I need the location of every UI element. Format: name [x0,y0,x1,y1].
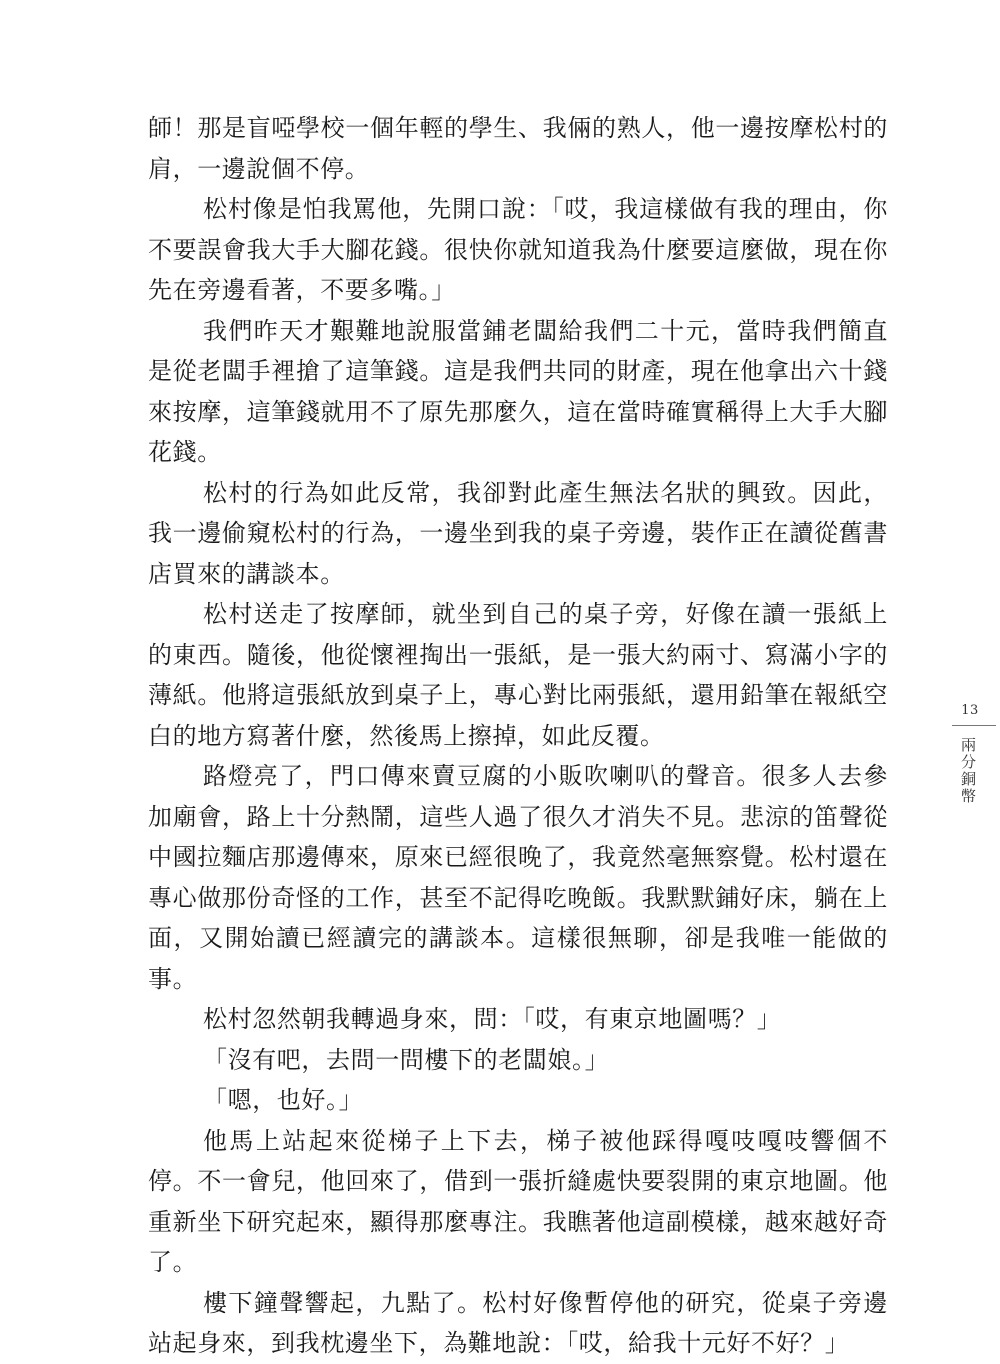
folio [955,703,985,719]
paragraph: 我們昨天才艱難地說服當鋪老闆給我們二十元，當時我們簡直是從老闆手裡搶了這筆錢。這是我們共同的財產，現在他拿出六十錢來按摩，這筆錢就用不了原先那麼久，這在當時確實稱得上大手大腳花錢。 [148,316,888,466]
paragraph: 路燈亮了，門口傳來賣豆腐的小販吹喇叭的聲音。很多人去參加廟會，路上十分熱鬧，這些人過了很久才消失不見。悲涼的笛聲從中國拉麵店那邊傳來，原來已經很晚了，我竟然毫無察覺。松村還在專心做那份奇怪的工作，甚至不記得吃晚飯。我默默鋪好床，躺在上面，又開始讀已經讀完的講談本。這樣很無聊，卻是我唯一能做的事。 [148,762,888,993]
paragraph: 松村的行為如此反常，我卻對此產生無法名狀的興致。因此，我一邊偷窺松村的行為，一邊坐到我的桌子旁邊，裝作正在讀從舊書店買來的講談本。 [148,478,888,588]
paragraph: 「嗯，也好。」 [203,1086,364,1114]
folio-divider [952,725,996,726]
paragraph: 松村忽然朝我轉過身來，問：「哎，有東京地圖嗎？」 [203,1005,782,1033]
running-title: 兩分銅幣 [959,737,977,805]
paragraph: 「沒有吧，去問一問樓下的老闆娘。」 [203,1045,610,1074]
paragraph: 松村像是怕我罵他，先開口說：「哎，我這樣做有我的理由，你不要誤會我大手大腳花錢。很快你就知道我為什麼要這麼做，現在你先在旁邊看著，不要多嘴。」 [148,195,888,304]
page-number: 13 [961,703,979,718]
body-text [148,108,888,1364]
paragraph: 松村送走了按摩師，就坐到自己的桌子旁，好像在讀一張紙上的東西。隨後，他從懷裡掏出一張紙，是一張大約兩寸、寫滿小字的薄紙。他將這張紙放到桌子上，專心對比兩張紙，還用鉛筆在報紙空白的地方寫著什麼，然後馬上擦掉，如此反覆。 [148,600,888,750]
paragraph: 他馬上站起來從梯子上下去，梯子被他踩得嘎吱嘎吱響個不停。不一會兒，他回來了，借到一張折縫處快要裂開的東京地圖。他重新坐下研究起來，顯得那麼專注。我瞧著他這副模樣，越來越好奇了。 [148,1126,888,1276]
paragraph: 師！那是盲啞學校一個年輕的學生、我倆的熟人，他一邊按摩松村的肩，一邊說個不停。 [148,114,888,183]
paragraph: 樓下鐘聲響起，九點了。松村好像暫停他的研究，從桌子旁邊站起身來，到我枕邊坐下，為難地說：「哎，給我十元好不好？」 [148,1288,888,1357]
